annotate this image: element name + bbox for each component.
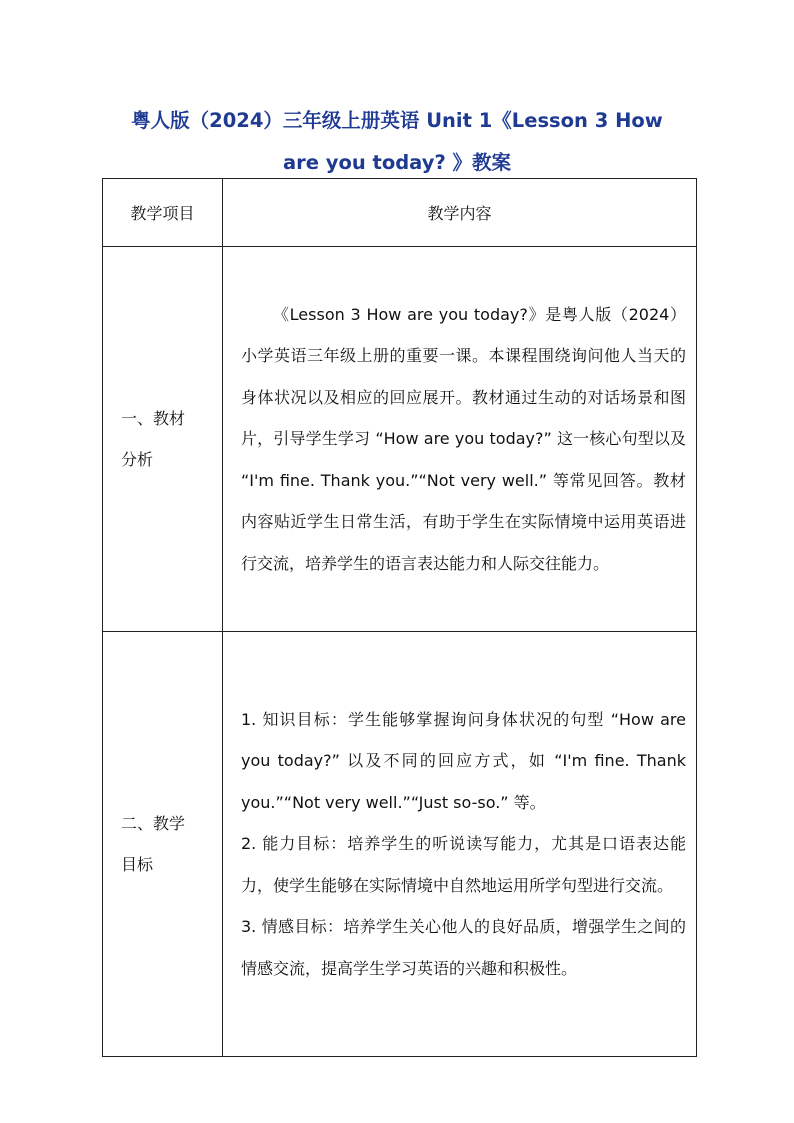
ability-goal: 2. 能力目标：培养学生的听说读写能力，尤其是口语表达能力，使学生能够在实际情境中自然地运用所学句型进行交流。 (241, 834, 686, 895)
row-label-material-analysis (103, 247, 223, 632)
lesson-plan-table (102, 178, 697, 1057)
row-label-teaching-goals (103, 632, 223, 1057)
title-line-2: are you today? 》教案 (282, 151, 512, 174)
row-content-teaching-goals (223, 632, 697, 1057)
table-header-row (103, 179, 697, 247)
row-label-line-2: 目标 (121, 855, 154, 874)
emotion-goal: 3. 情感目标：培养学生关心他人的良好品质，增强学生之间的情感交流，提高学生学习英语的兴趣和积极性。 (241, 917, 686, 978)
material-analysis-paragraph: 《Lesson 3 How are you today?》是粤人版（2024）小学英语三年级上册的重要一课。本课程围绕询问他人当天的身体状况以及相应的回应展开。教材通过生动的对话场景和图片，引导学生学习 “How are you today?” 这一核心句型以及 “I'm fine. Thank you.”“Not very well.” 等常见回答。教材内容贴近学生日常生活，有助于学生在实际情境中运用英语进行交流，培养学生的语言表达能力和人际交往能力。 (241, 304, 686, 573)
table-row-material-analysis (103, 247, 697, 632)
table-row-teaching-goals (103, 632, 697, 1057)
row-content-material-analysis (223, 247, 697, 632)
title-line-1: 粤人版（2024）三年级上册英语 Unit 1《Lesson 3 How (131, 109, 663, 132)
row-label-line-1: 二、教学 (121, 814, 186, 833)
document-title (90, 100, 704, 184)
header-teaching-item: 教学项目 (103, 179, 223, 247)
header-teaching-content: 教学内容 (223, 179, 697, 247)
knowledge-goal: 1. 知识目标：学生能够掌握询问身体状况的句型 “How are you today?” 以及不同的回应方式，如 “I'm fine. Thank you.”“Not very well.”“Just so-so.” 等。 (241, 709, 686, 812)
row-label-line-2: 分析 (121, 450, 154, 469)
row-label-line-1: 一、教材 (121, 409, 186, 428)
